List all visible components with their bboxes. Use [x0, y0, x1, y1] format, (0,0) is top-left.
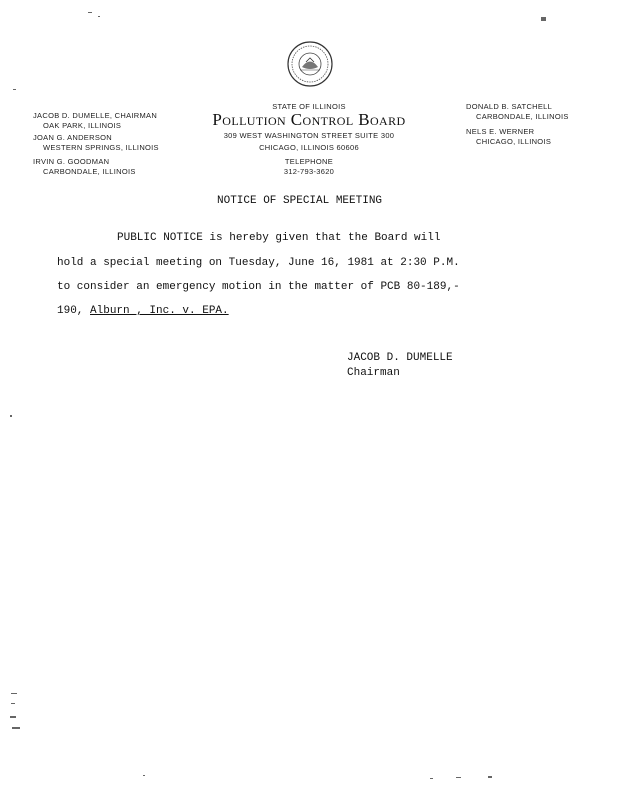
scan-speck: [456, 777, 461, 778]
scan-speck: [11, 693, 17, 694]
scan-speck: [98, 16, 100, 17]
scan-speck: [12, 727, 20, 729]
member-city: OAK PARK, ILLINOIS: [43, 121, 122, 130]
board-member-left-2: [33, 133, 159, 153]
state-name: STATE OF ILLINOIS: [272, 102, 346, 111]
notice-line-4-prefix: 190,: [57, 305, 84, 317]
case-name: Alburn , Inc. v. EPA.: [90, 305, 229, 317]
member-name: IRVIN G. GOODMAN: [33, 157, 110, 166]
telephone-number: 312-793-3620: [283, 167, 335, 176]
scan-speck: [488, 776, 492, 778]
notice-line-2: hold a special meeting on Tuesday, June 16, 1981 at 2:30 P.M.: [57, 257, 460, 269]
address-line-1: 309 WEST WASHINGTON STREET SUITE 300: [223, 131, 395, 140]
notice-line-1: PUBLIC NOTICE is hereby given that the Board will: [117, 232, 441, 244]
scan-speck: [88, 12, 92, 13]
state-seal-icon: [286, 40, 334, 88]
scan-speck: [13, 89, 16, 90]
address-line-2: CHICAGO, ILLINOIS 60606: [259, 143, 359, 152]
notice-line-3: to consider an emergency motion in the matter of PCB 80-189,-: [57, 281, 460, 293]
member-city: WESTERN SPRINGS, ILLINOIS: [43, 143, 159, 152]
signature-name: JACOB D. DUMELLE: [347, 352, 453, 364]
telephone-label: TELEPHONE: [284, 157, 334, 166]
member-city: CARBONDALE, ILLINOIS: [43, 167, 136, 176]
board-name: Pollution Control Board: [212, 110, 406, 129]
notice-heading: NOTICE OF SPECIAL MEETING: [217, 195, 383, 207]
scan-speck: [10, 415, 12, 417]
scan-speck: [10, 716, 16, 718]
scan-speck: [143, 775, 145, 776]
scan-speck: [541, 17, 546, 21]
signature-title: Chairman: [347, 367, 400, 379]
board-member-left-3: [33, 157, 136, 177]
member-name: DONALD B. SATCHELL: [466, 102, 553, 111]
board-member-left-1: [33, 111, 157, 131]
board-member-right-2: [466, 127, 551, 147]
board-member-right-1: [466, 102, 569, 122]
scan-speck: [430, 778, 433, 779]
member-name: NELS E. WERNER: [466, 127, 535, 136]
member-name: JOAN G. ANDERSON: [33, 133, 112, 142]
member-city: CHICAGO, ILLINOIS: [476, 137, 552, 146]
member-city: CARBONDALE, ILLINOIS: [476, 112, 569, 121]
member-name: JACOB D. DUMELLE, CHAIRMAN: [33, 111, 158, 120]
scan-speck: [11, 703, 15, 704]
notice-line-4: [57, 305, 229, 317]
